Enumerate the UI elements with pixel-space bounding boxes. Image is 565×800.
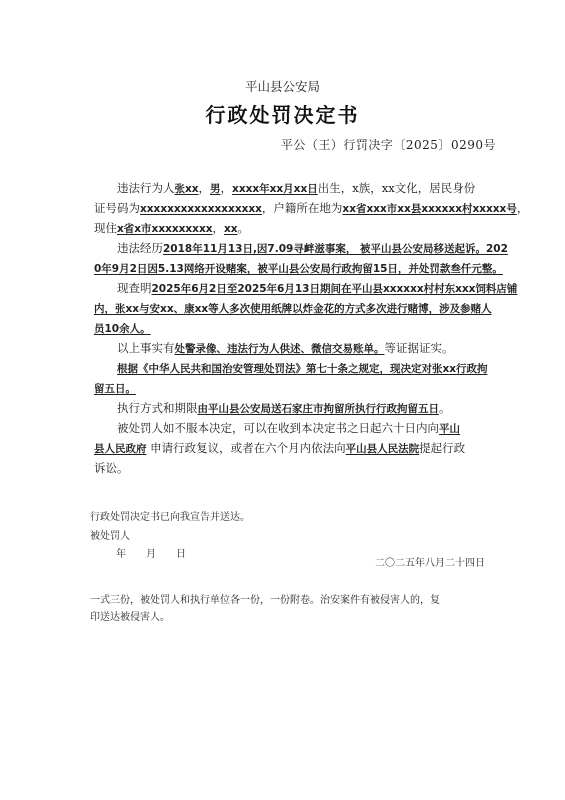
- offender-current-address: x省x市xxxxxxxxx: [117, 223, 213, 235]
- para-facts-line-1: 现查明2025年6月2日至2025年6月13日期间在平山县xxxxxx村村东xxx饲料店铺: [117, 281, 518, 295]
- appeal-government-1: 平山: [439, 423, 460, 435]
- offender-extra: xx: [224, 223, 238, 235]
- offender-name: 张xx: [174, 183, 199, 195]
- offender-household-address: xx省xxx市xx县xxxxxx村xxxxx号: [342, 203, 517, 215]
- facts-text-3: 员10余人。: [94, 323, 151, 335]
- served-statement: 行政处罚决定书已向我宣告并送达。: [90, 512, 250, 523]
- facts-text-2: 内，张xx与安xx、康xx等人多次使用纸牌以炸金花的方式多次进行赌博，涉及参赌人: [94, 303, 492, 315]
- para-appeal-line-2: 县人民政府 申请行政复议，或者在六个月内依法向平山县人民法院提起行政: [94, 441, 466, 455]
- recipient-label: 被处罚人: [90, 531, 130, 542]
- decision-body: [94, 178, 529, 478]
- legal-basis-2: 留五日。: [94, 383, 136, 395]
- para-appeal-line-3: 诉讼。: [94, 461, 129, 475]
- para-appeal-line-1: 被处罚人如不服本决定，可以在收到本决定书之日起六十日内向平山: [117, 421, 460, 435]
- para-facts-line-3: [94, 318, 498, 338]
- evidence-list: 处警录像、违法行为人供述、微信交易账单。: [174, 343, 385, 355]
- appeal-court: 平山县人民法院: [345, 443, 420, 455]
- para-history-line-2: [94, 258, 503, 278]
- para-offender-line-2: 证号码为xxxxxxxxxxxxxxxxxx，户籍所在地为xx省xxx市xx县xxxxxx村xxxxx号，: [94, 201, 529, 215]
- issuing-agency: 平山县公安局: [244, 79, 320, 94]
- legal-basis-1: 根据《中华人民共和国治安管理处罚法》第七十条之规定，现决定对张xx行政拘: [117, 363, 488, 375]
- history-record-1: 2018年11月13日,因7.09寻衅滋事案， 被平山县公安局移送起诉。202: [163, 243, 508, 255]
- copies-note-line-1: 一式三份，被处罚人和执行单位各一份，一份附卷。治安案件有被侵害人的，复: [90, 595, 440, 606]
- document-title: 行政处罚决定书: [205, 103, 360, 127]
- offender-birthdate: xxxx年xx月xx日: [232, 183, 318, 195]
- offender-gender: 男: [210, 183, 221, 195]
- recipient-date-blank: 年 月 日: [116, 549, 186, 560]
- para-evidence: 以上事实有处警录像、违法行为人供述、微信交易账单。等证据证实。: [117, 341, 454, 355]
- execution-method: 由平山县公安局送石家庄市拘留所执行行政拘留五日: [197, 403, 439, 415]
- para-basis-line-1: [94, 358, 498, 378]
- appeal-government-2: 县人民政府: [94, 443, 147, 455]
- para-offender-line-1: 违法行为人张xx，男，xxxx年xx月xx日出生，x族，xx文化，居民身份: [117, 181, 476, 195]
- offender-id-number: xxxxxxxxxxxxxxxxxx: [140, 203, 262, 215]
- para-execution: 执行方式和期限由平山县公安局送石家庄市拘留所执行行政拘留五日。: [117, 401, 451, 415]
- copies-note-line-2: 印送达被侵害人。: [90, 612, 170, 623]
- para-history-line-1: 违法经历2018年11月13日,因7.09寻衅滋事案， 被平山县公安局移送起诉。202: [117, 241, 508, 255]
- para-basis-line-2: [94, 378, 498, 398]
- history-record-2: 0年9月2日因5.13网络开设赌案，被平山县公安局行政拘留15日，并处罚款叁仟元整。: [94, 263, 503, 275]
- issue-date: 二〇二五年八月二十四日: [375, 558, 485, 569]
- para-offender-line-3: 现住x省x市xxxxxxxxx，xx。: [94, 221, 250, 235]
- document-number: 平公（王）行罚决字〔2025〕0290号: [280, 138, 496, 152]
- facts-text-1: 2025年6月2日至2025年6月13日期间在平山县xxxxxx村村东xxx饲料店铺: [151, 283, 518, 295]
- para-facts-line-2: [94, 298, 498, 318]
